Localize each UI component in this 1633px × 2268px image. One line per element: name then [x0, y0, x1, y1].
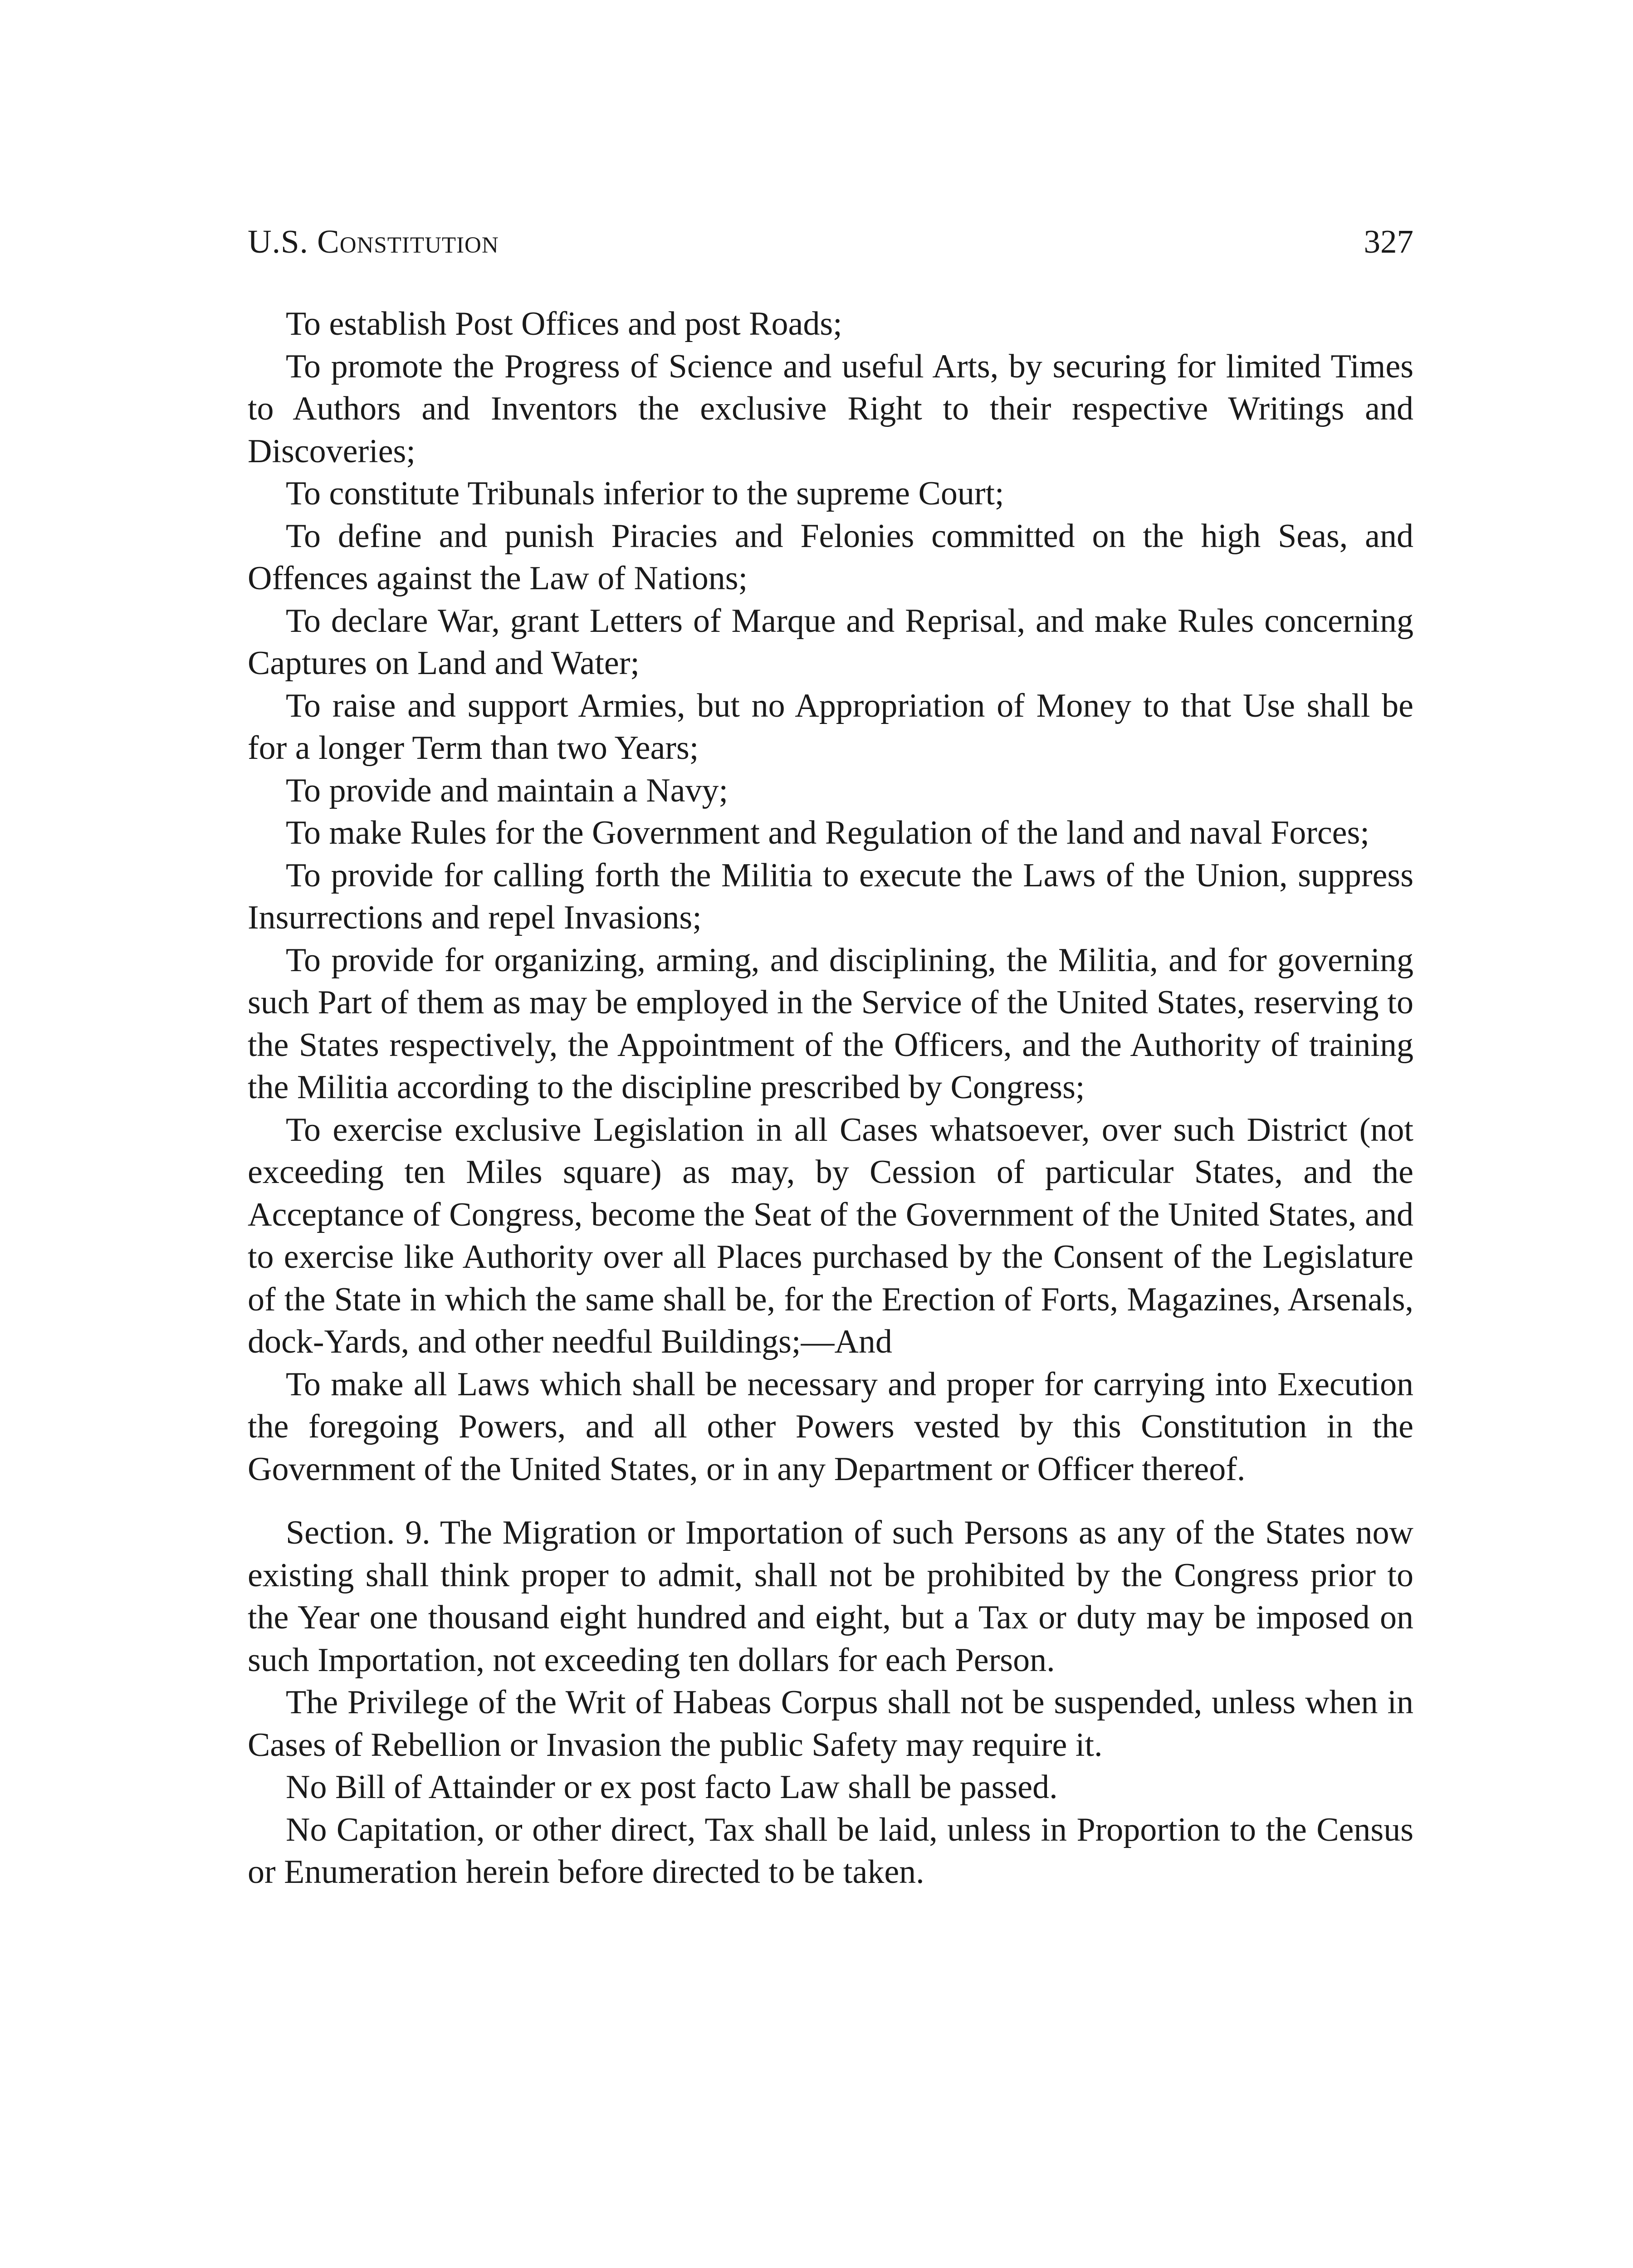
paragraph-section-9-migration: Section. 9. The Migration or Importation of such Persons as any of the States now existing shall think proper to admit, shall not be prohibited by the Congress prior to the Year one thousand eight hundred and eight, but a Tax or duty may be imposed on such Importation, not exceeding ten dollars for each Person.	[248, 1514, 1413, 1679]
paragraph-necessary-and-proper: To make all Laws which shall be necessary and proper for carrying into Execution the foregoing Powers, and all other Powers vested by this Constitution in the Government of the United States, or in any Department or Officer thereof.	[248, 1365, 1413, 1488]
paragraph-piracies: To define and punish Piracies and Felonies committed on the high Seas, and Offences against the Law of Nations;	[248, 517, 1413, 597]
page-number: 327	[1364, 223, 1413, 260]
paragraph-navy: To provide and maintain a Navy;	[286, 772, 728, 809]
page-header	[248, 221, 1413, 262]
paragraph-tribunals: To constitute Tribunals inferior to the supreme Court;	[286, 475, 1004, 512]
paragraph-post-offices: To establish Post Offices and post Roads;	[286, 305, 842, 342]
body-text	[248, 303, 1413, 1894]
paragraph-exclusive-legislation: To exercise exclusive Legislation in all Cases whatsoever, over such District (not exceeding ten Miles square) as may, by Cession of particular States, and the Acceptance of Congress, become the Seat of the Government of the United States, and to exercise like Authority over all Places purchased by the Consent of the Legislature of the State in which the same shall be, for the Erection of Forts, Magazines, Arsenals, dock-Yards, and other needful Buildings;—And	[248, 1111, 1413, 1360]
paragraph-militia-organizing: To provide for organizing, arming, and disciplining, the Militia, and for governing such Part of them as may be employed in the Service of the United States, reserving to the States respectively, the Appointment of the Officers, and the Authority of training the Militia according to the discipline prescribed by Congress;	[248, 941, 1413, 1106]
paragraph-militia-calling: To provide for calling forth the Militia to execute the Laws of the Union, suppress Insurrections and repel Invasions;	[248, 856, 1413, 936]
paragraph-armies: To raise and support Armies, but no Appropriation of Money to that Use shall be for a longer Term than two Years;	[248, 687, 1413, 767]
paragraph-progress-of-science: To promote the Progress of Science and useful Arts, by securing for limited Times to Authors and Inventors the exclusive Right to their respective Writings and Discoveries;	[248, 347, 1413, 470]
paragraph-rules-forces: To make Rules for the Government and Regulation of the land and naval Forces;	[286, 814, 1369, 851]
paragraph-habeas-corpus: The Privilege of the Writ of Habeas Corpus shall not be suspended, unless when in Cases of Rebellion or Invasion the public Safety may require it.	[248, 1684, 1413, 1764]
running-head: U.S. Constitution	[248, 223, 499, 260]
paragraph-declare-war: To declare War, grant Letters of Marque and Reprisal, and make Rules concerning Captures on Land and Water;	[248, 602, 1413, 682]
paragraph-bill-of-attainder: No Bill of Attainder or ex post facto Law shall be passed.	[286, 1769, 1058, 1806]
paragraph-capitation: No Capitation, or other direct, Tax shall be laid, unless in Proportion to the Census or Enumeration herein before directed to be taken.	[248, 1811, 1413, 1891]
